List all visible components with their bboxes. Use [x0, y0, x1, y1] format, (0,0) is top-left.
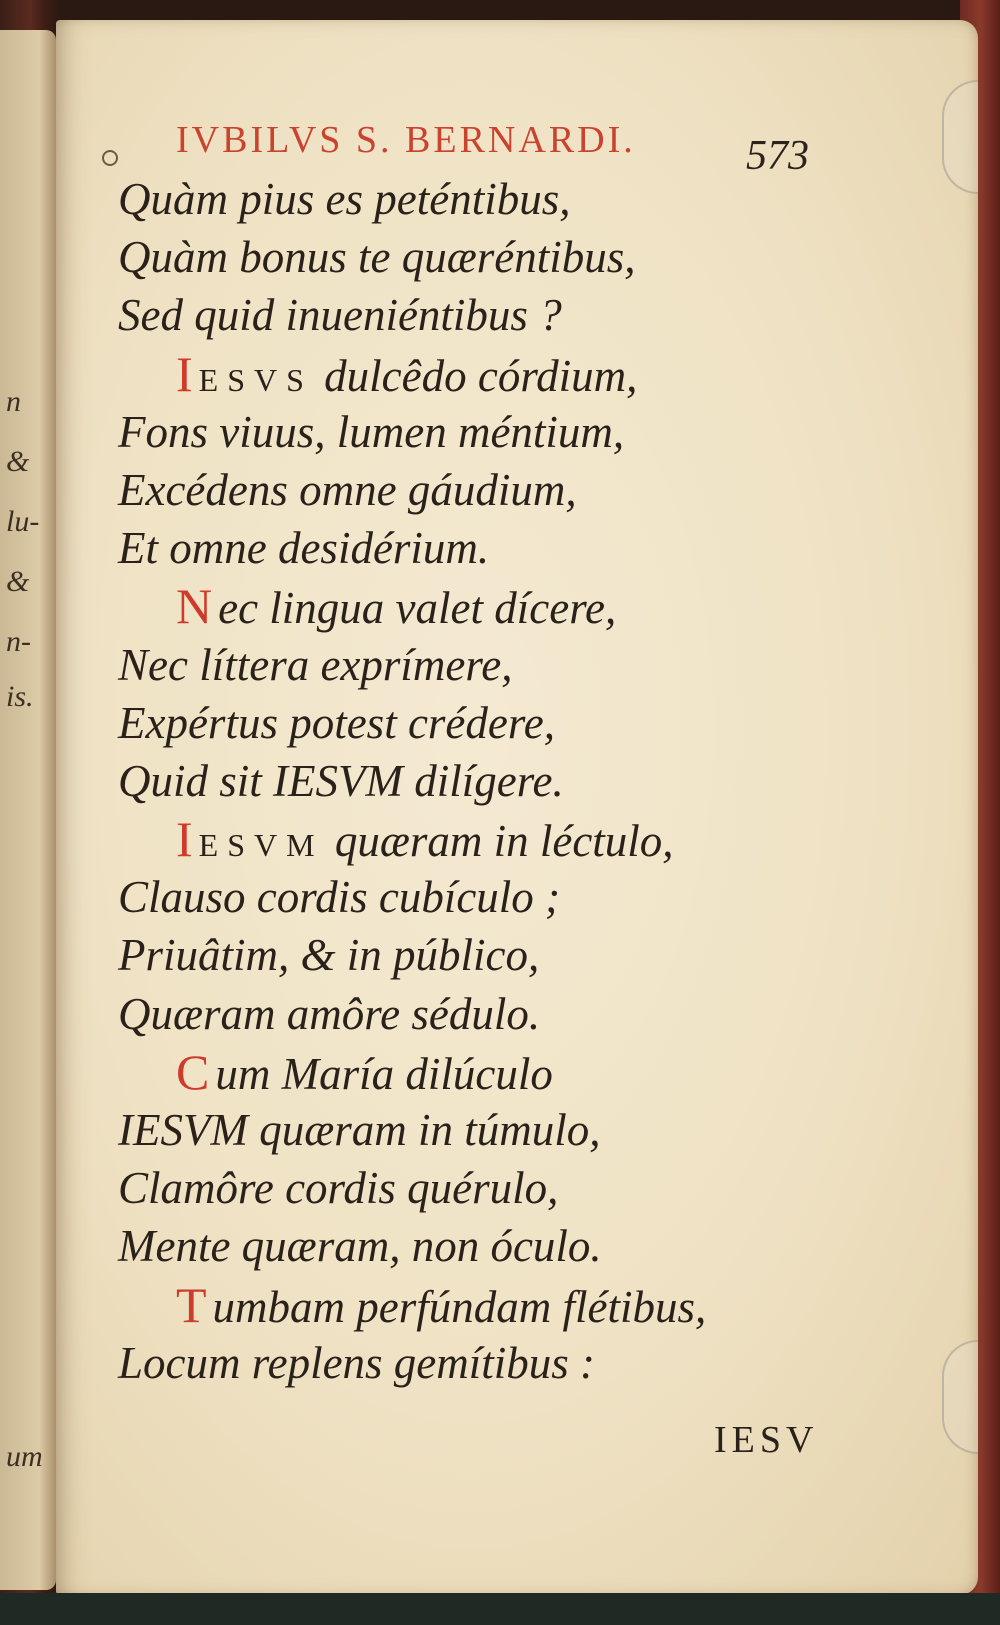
- verse-line: [118, 985, 878, 1043]
- verse-text: [118, 170, 878, 1392]
- line-text: Expértus potest crédere,: [118, 697, 555, 748]
- verse-line: [118, 810, 878, 868]
- line-text: Clauso cordis cubículo ;: [118, 872, 561, 923]
- verse-line: [118, 636, 878, 694]
- page-tab-bottom: [942, 1340, 978, 1454]
- verse-line: [118, 752, 878, 810]
- red-initial: I: [176, 345, 193, 402]
- margin-mark: [102, 150, 118, 166]
- facing-page-edge: [0, 30, 56, 1590]
- line-text: Quid sit IESVM dilígere.: [118, 755, 564, 806]
- line-text: Quàm pius es peténtibus,: [118, 174, 571, 224]
- small-caps-name: ESVM: [198, 827, 324, 864]
- page-tab-top: [942, 80, 978, 194]
- line-text: dulcêdo córdium,: [324, 350, 638, 401]
- facing-page-fragment: lu-: [6, 505, 40, 538]
- line-text: IESVM quæram in túmulo,: [118, 1105, 601, 1155]
- line-text: Quàm bonus te quæréntibus,: [118, 232, 636, 283]
- verse-line: [118, 345, 878, 403]
- facing-page-fragment: &: [6, 565, 30, 598]
- line-text: Nec líttera exprímere,: [118, 639, 513, 690]
- book-page: [56, 20, 978, 1595]
- verse-line: [118, 286, 878, 344]
- red-initial: I: [176, 811, 193, 868]
- verse-line: [118, 170, 878, 228]
- line-text: Excédens omne gáudium,: [118, 464, 577, 515]
- facing-page-fragment: n-: [6, 625, 31, 658]
- verse-line: [118, 1101, 878, 1159]
- red-initial: N: [176, 578, 213, 635]
- bottom-strip: [0, 1593, 1000, 1625]
- line-text: quæram in léctulo,: [334, 816, 674, 867]
- catchword: IESV: [714, 1419, 819, 1461]
- line-text: Priuâtim, & in público,: [118, 930, 540, 981]
- verse-line: [118, 1334, 878, 1392]
- facing-page-fragment: is.: [6, 680, 34, 713]
- verse-line: [118, 1217, 878, 1275]
- red-initial: T: [176, 1276, 207, 1333]
- verse-line: [118, 1043, 878, 1101]
- verse-line: [118, 1159, 878, 1217]
- verse-line: [118, 694, 878, 752]
- line-text: Quæram amôre sédulo.: [118, 988, 541, 1039]
- verse-line: [118, 403, 878, 461]
- verse-line: [118, 577, 878, 635]
- line-text: Fons viuus, lumen méntium,: [118, 406, 625, 457]
- verse-line: [118, 461, 878, 519]
- line-text: um María dilúculo: [215, 1048, 553, 1099]
- verse-line: [118, 926, 878, 984]
- verse-line: [118, 868, 878, 926]
- line-text: Clamôre cordis quérulo,: [118, 1163, 559, 1214]
- line-text: Mente quæram, non óculo.: [118, 1221, 602, 1272]
- facing-page-fragment: um: [6, 1440, 43, 1473]
- facing-page-fragment: &: [6, 445, 30, 478]
- page-number: 573: [746, 133, 809, 179]
- line-text: ec lingua valet dícere,: [218, 583, 617, 634]
- red-initial: C: [176, 1043, 210, 1100]
- verse-line: [118, 228, 878, 286]
- verse-line: [118, 1276, 878, 1334]
- line-text: Locum replens gemítibus :: [118, 1337, 596, 1388]
- facing-page-fragment: n: [6, 385, 21, 418]
- small-caps-name: ESVS: [198, 361, 313, 398]
- verse-line: [118, 519, 878, 577]
- running-head: IVBILVS S. BERNARDI.: [176, 119, 636, 161]
- line-text: Sed quid inueniéntibus ?: [118, 290, 562, 341]
- line-text: Et omne desidérium.: [118, 523, 490, 574]
- line-text: umbam perfúndam flétibus,: [212, 1281, 707, 1332]
